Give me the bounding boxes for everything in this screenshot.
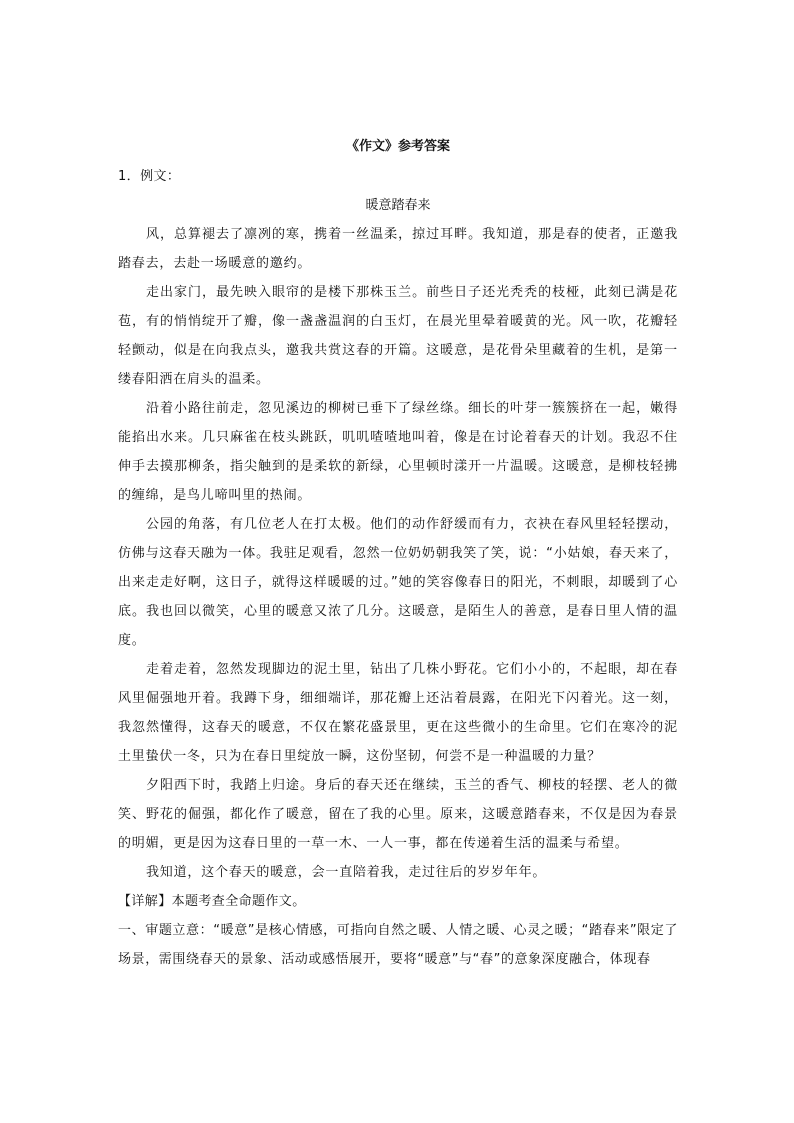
essay-paragraph: 夕阳西下时，我踏上归途。身后的春天还在继续，玉兰的香气、柳枝的轻摆、老人的微笑、野花的倔强，都化作了暖意，留在了我的心里。原来，这暖意踏春来，不仅是因为春景的明媚，更是因为这春日里的一草一木、一人一事，都在传递着生活的温柔与希望。 [118, 778, 678, 851]
analysis-paragraph: 一、审题立意：“暖意”是核心情感，可指向自然之暖、人情之暖、心灵之暖；“踏春来”限定了场景，需围绕春天的景象、活动或感悟展开，要将“暖意”与“春”的意象深度融合，体现春 [118, 923, 678, 967]
essay-paragraph: 风，总算褪去了凛冽的寒，携着一丝温柔，掠过耳畔。我知道，那是春的使者，正邀我踏春去，去赴一场暖意的邀约。 [118, 227, 678, 271]
document-body [118, 132, 678, 974]
document-title: 《作文》参考答案 [345, 139, 450, 154]
analysis-heading: 【详解】本题考查全命题作文。 [118, 894, 306, 909]
essay-paragraph: 沿着小路往前走，忽见溪边的柳树已垂下了绿丝绦。细长的叶芽一簇簇挤在一起，嫩得能掐出水来。几只麻雀在枝头跳跃，叽叽喳喳地叫着，像是在讨论着春天的计划。我忍不住伸手去摸那柳条，指尖触到的是柔软的新绿，心里顿时漾开一片温暖。这暖意，是柳枝轻拂的缠绵，是鸟儿啼叫里的热闹。 [118, 401, 678, 503]
essay-paragraph: 我知道，这个春天的暖意，会一直陪着我，走过往后的岁岁年年。 [146, 865, 547, 880]
item-label: 1．例文： [118, 169, 181, 184]
essay-paragraph: 走着走着，忽然发现脚边的泥土里，钻出了几株小野花。它们小小的，不起眼，却在春风里倔强地开着。我蹲下身，细细端详，那花瓣上还沾着晨露，在阳光下闪着光。这一刻，我忽然懂得，这春天的暖意，不仅在繁花盛景里，更在这些微小的生命里。它们在寒冷的泥土里蛰伏一冬，只为在春日里绽放一瞬，这份坚韧，何尝不是一种温暖的力量？ [118, 662, 678, 764]
essay-paragraph: 公园的角落，有几位老人在打太极。他们的动作舒缓而有力，衣袂在春风里轻轻摆动，仿佛与这春天融为一体。我驻足观看，忽然一位奶奶朝我笑了笑，说：“小姑娘，春天来了，出来走走好啊，这日子，就得这样暖暖的过。”她的笑容像春日的阳光，不刺眼，却暖到了心底。我也回以微笑，心里的暖意又浓了几分。这暖意，是陌生人的善意，是春日里人情的温度。 [118, 517, 678, 648]
essay-title: 暖意踏春来 [365, 198, 431, 213]
essay-paragraph: 走出家门，最先映入眼帘的是楼下那株玉兰。前些日子还光秃秃的枝桠，此刻已满是花苞，有的悄悄绽开了瓣，像一盏盏温润的白玉灯，在晨光里晕着暖黄的光。风一吹，花瓣轻轻颤动，似是在向我点头，邀我共赏这春的开篇。这暖意，是花骨朵里藏着的生机，是第一缕春阳洒在肩头的温柔。 [118, 285, 678, 387]
